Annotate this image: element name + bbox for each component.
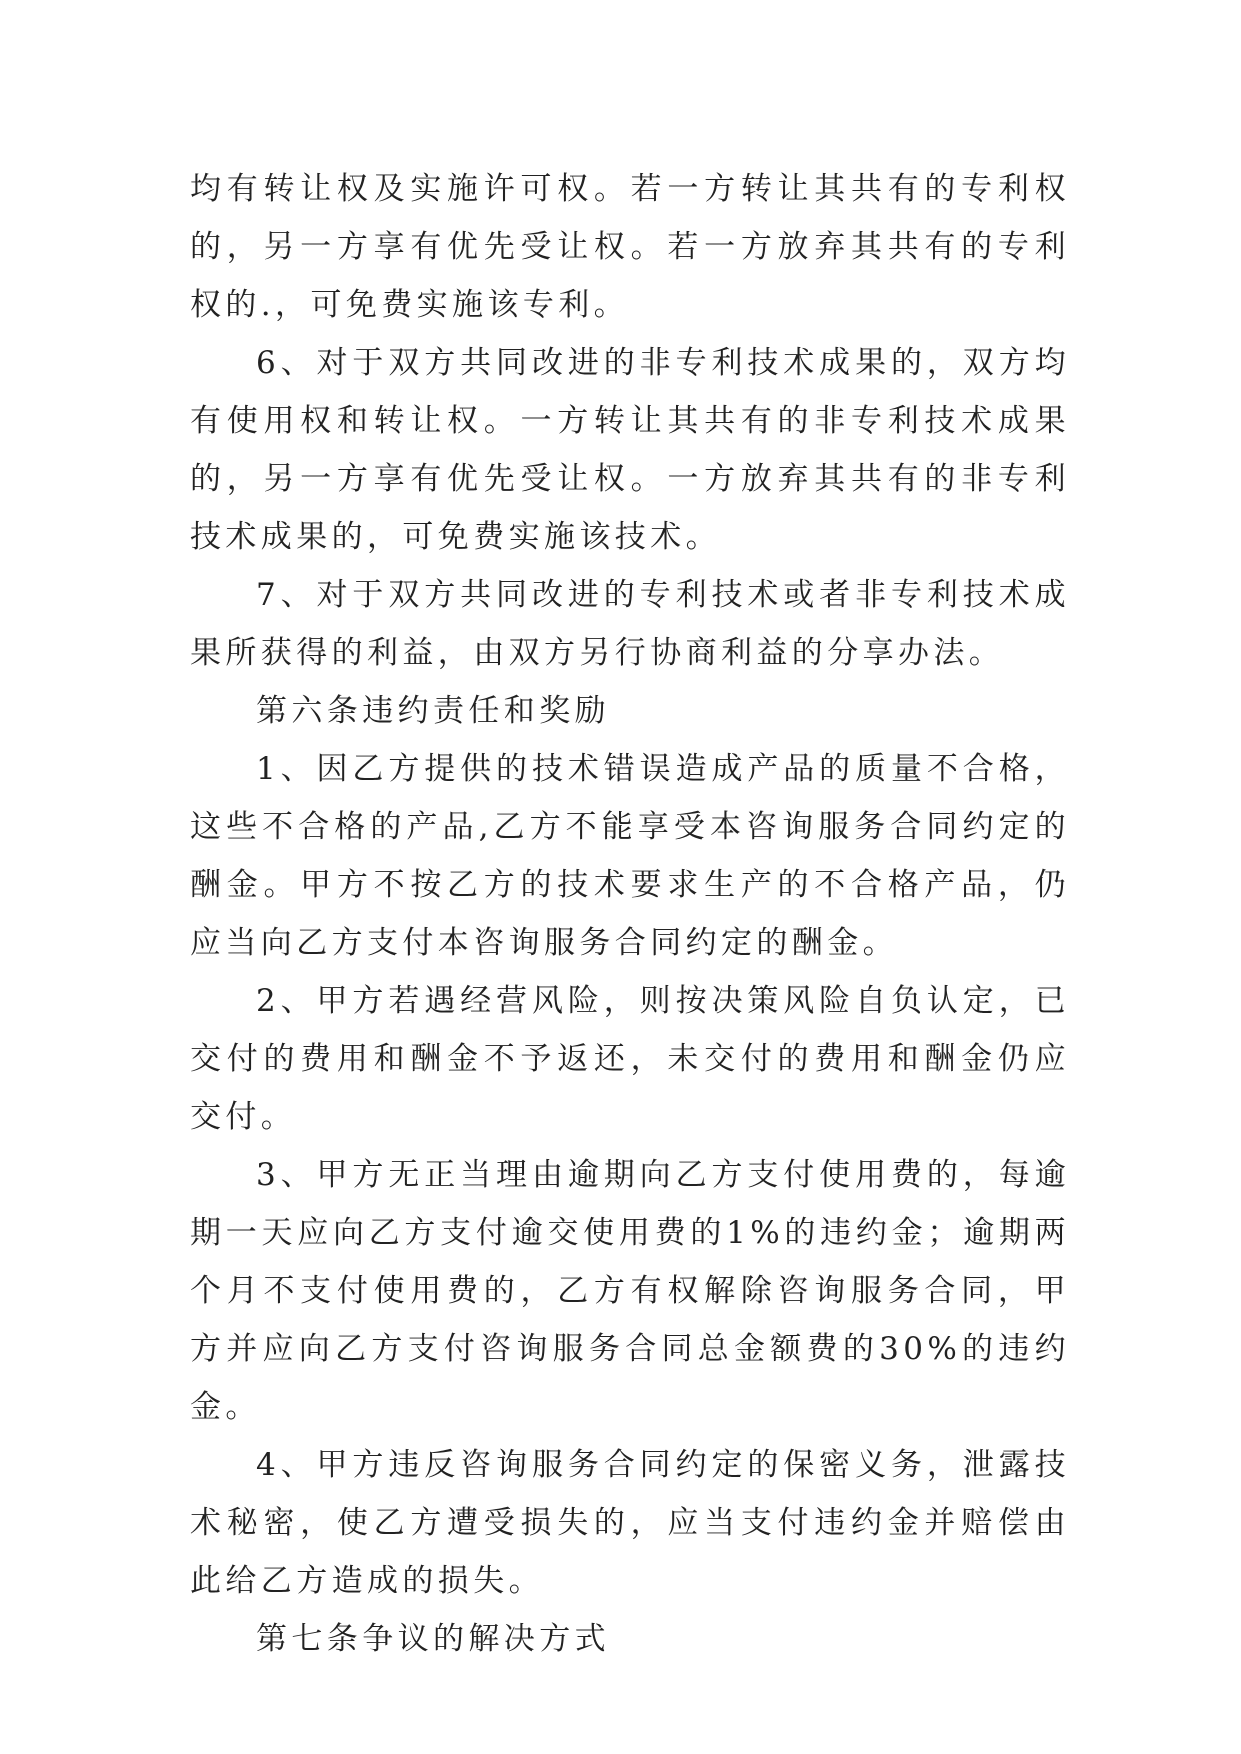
- paragraph-liability-4: 4、甲方违反咨询服务合同约定的保密义务，泄露技术秘密，使乙方遭受损失的，应当支付违约金并赔偿由此给乙方造成的损失。: [190, 1447, 1070, 1599]
- paragraph-liability-2: 2、甲方若遇经营风险，则按决策风险自负认定，已交付的费用和酬金不予返还，未交付的费用和酬金仍应交付。: [190, 983, 1070, 1135]
- paragraph-liability-3: 3、甲方无正当理由逾期向乙方支付使用费的，每逾期一天应向乙方支付逾交使用费的1%的违约金；逾期两个月不支付使用费的，乙方有权解除咨询服务合同，甲方并应向乙方支付咨询服务合同总金额费的30%的违约金。: [190, 1157, 1070, 1425]
- document-body: [190, 160, 1070, 1668]
- paragraph-liability-1: 1、因乙方提供的技术错误造成产品的质量不合格，这些不合格的产品,乙方不能享受本咨询服务合同约定的酬金。甲方不按乙方的技术要求生产的不合格产品，仍应当向乙方支付本咨询服务合同约定的酬金。: [190, 751, 1070, 961]
- section-heading-article-7: 第七条争议的解决方式: [256, 1621, 610, 1657]
- paragraph-patent-rights-continued: 均有转让权及实施许可权。若一方转让其共有的专利权的，另一方享有优先受让权。若一方放弃其共有的专利权的.，可免费实施该专利。: [190, 171, 1070, 323]
- paragraph-clause-7: 7、对于双方共同改进的专利技术或者非专利技术成果所获得的利益，由双方另行协商利益的分享办法。: [190, 577, 1070, 671]
- paragraph-clause-6: 6、对于双方共同改进的非专利技术成果的，双方均有使用权和转让权。一方转让其共有的非专利技术成果的，另一方享有优先受让权。一方放弃其共有的非专利技术成果的，可免费实施该技术。: [190, 345, 1070, 555]
- section-heading-article-6: 第六条违约责任和奖励: [256, 693, 610, 729]
